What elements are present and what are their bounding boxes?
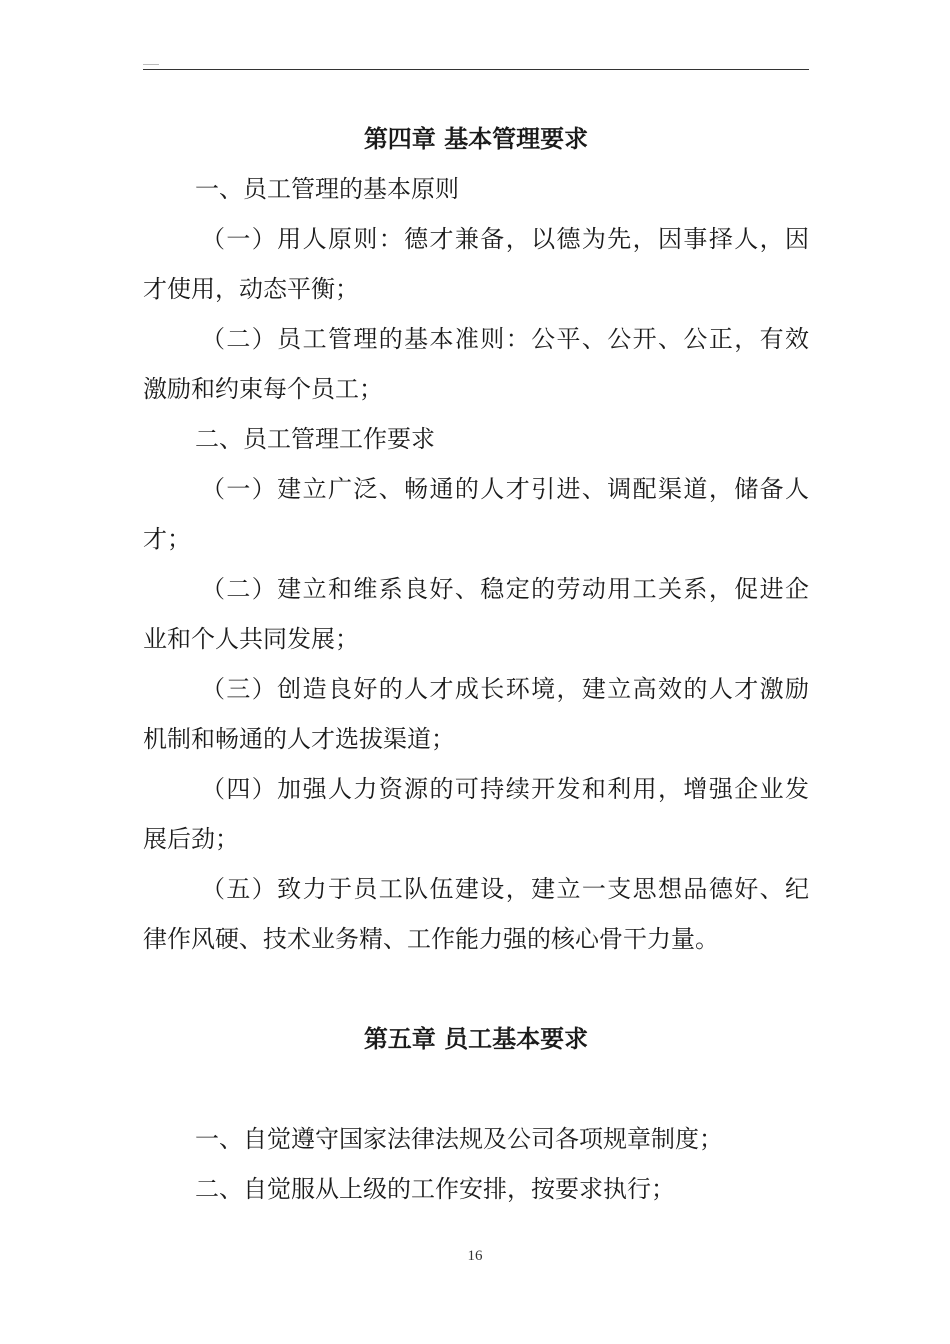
chapter-5-title: 第五章 员工基本要求 [363,1025,589,1053]
basic-requirement-1: 一、自觉遵守国家法律法规及公司各项规章制度； [195,1125,723,1153]
page-number: 16 [467,1248,483,1264]
chapter-4-title: 第四章 基本管理要求 [363,125,589,153]
requirement-item-5-line-1: （五）致力于员工队伍建设，建立一支思想品德好、纪 [201,875,809,903]
requirement-item-1-line-1: （一）建立广泛、畅通的人才引进、调配渠道，储备人 [201,475,809,503]
principle-item-1-line-2: 才使用，动态平衡； [143,275,359,303]
requirement-item-2-line-2: 业和个人共同发展； [143,625,359,653]
requirement-item-4-line-1: （四）加强人力资源的可持续开发和利用，增强企业发 [201,775,809,803]
requirement-item-3-line-2: 机制和畅通的人才选拔渠道； [143,725,455,753]
principle-item-2-line-1: （二）员工管理的基本准则：公平、公开、公正，有效 [201,325,809,353]
principle-item-1-line-1: （一）用人原则：德才兼备，以德为先，因事择人，因 [201,225,809,253]
requirement-item-4-line-2: 展后劲； [143,825,239,853]
requirement-item-1-line-2: 才； [143,525,191,553]
section-heading-requirements: 二、员工管理工作要求 [195,425,435,453]
basic-requirement-2: 二、自觉服从上级的工作安排，按要求执行； [195,1175,675,1203]
requirement-item-5-line-2: 律作风硬、技术业务精、工作能力强的核心骨干力量。 [143,925,719,953]
principle-item-2-line-2: 激励和约束每个员工； [143,375,383,403]
requirement-item-2-line-1: （二）建立和维系良好、稳定的劳动用工关系，促进企 [201,575,809,603]
section-heading-principles: 一、员工管理的基本原则 [195,175,459,203]
header-rule [143,69,809,70]
header-mark [143,64,159,65]
requirement-item-3-line-1: （三）创造良好的人才成长环境，建立高效的人才激励 [201,675,809,703]
